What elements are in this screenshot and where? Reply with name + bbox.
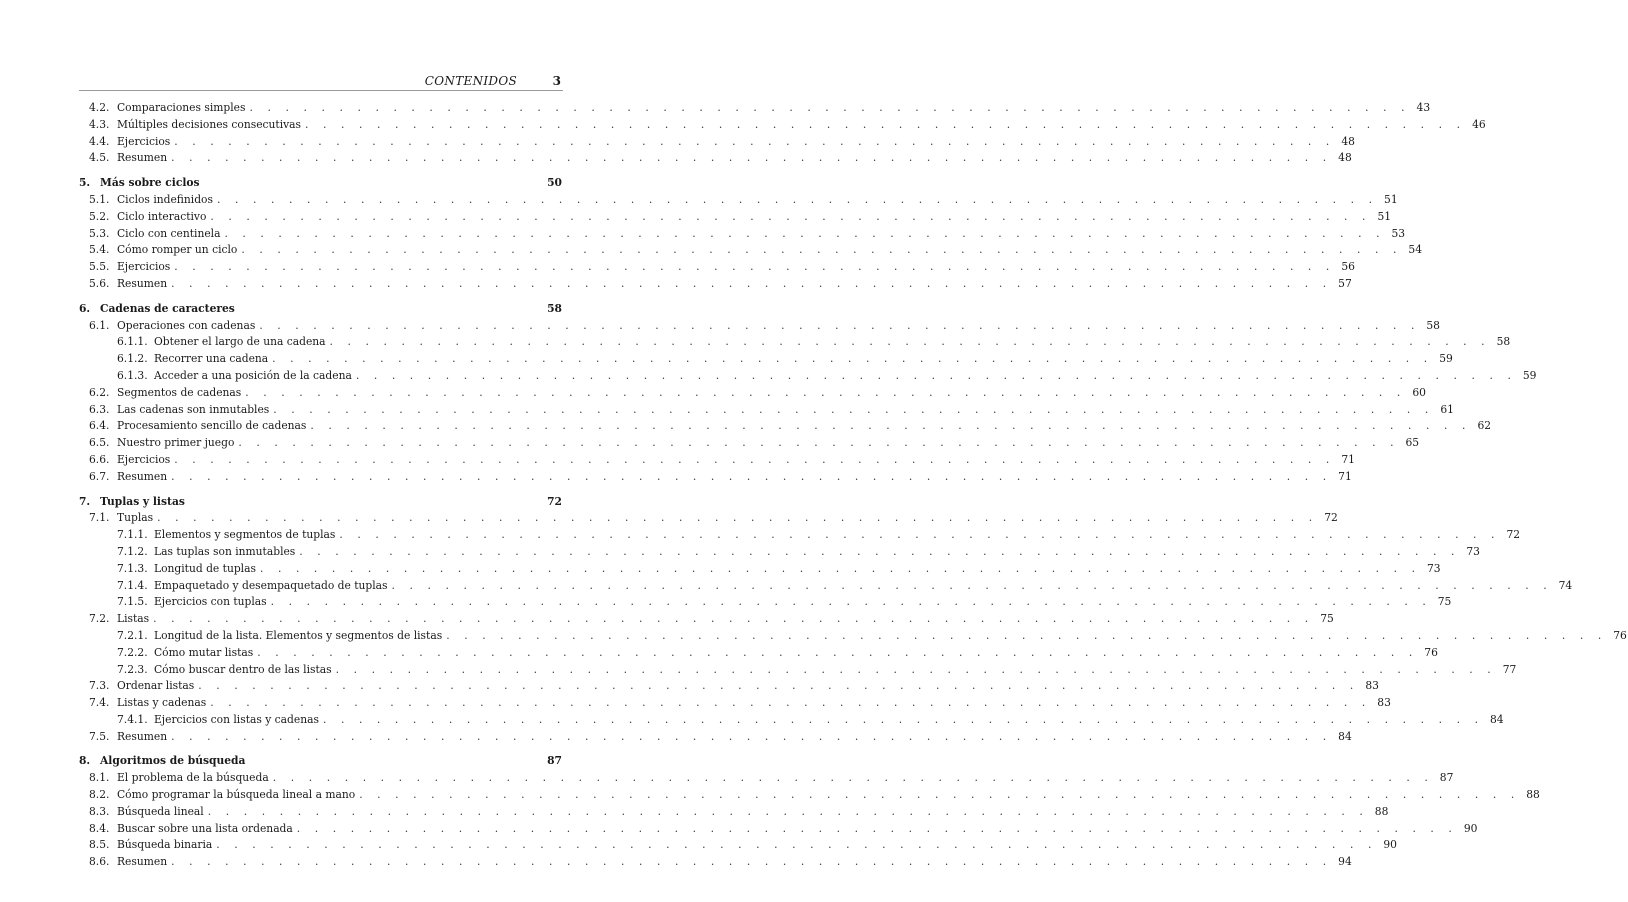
- toc-entry-title: El problema de la búsqueda: [117, 771, 269, 785]
- toc-entry-title: Ordenar listas: [117, 679, 195, 693]
- toc-entry-page: 83: [1365, 679, 1379, 693]
- toc-entry-title: Recorrer una cadena: [154, 352, 269, 366]
- toc-dot-leader: . . . . . . . . . . . . . . . . . . . . . . . . . . . . . . . . . . . . . . . . . . . . . . . . . . . . . . . . . . . . . . . . .: [329, 335, 1491, 349]
- toc-entry-number: 4.4.: [89, 134, 110, 148]
- toc-dot-leader: . . . . . . . . . . . . . . . . . . . . . . . . . . . . . . . . . . . . . . . . . . . . . . . . . . . . . . . . . . . . . . . . .: [153, 612, 1314, 626]
- toc-dot-leader: . . . . . . . . . . . . . . . . . . . . . . . . . . . . . . . . . . . . . . . . . . . . . . . . . . . . . . . . . . . . . . . . .: [174, 452, 1335, 466]
- toc-entry-title: Resumen: [117, 469, 168, 483]
- toc-subsection-entry[interactable]: [79, 594, 1452, 611]
- toc-entry-page: 75: [1320, 612, 1334, 626]
- toc-subsection-entry[interactable]: [79, 645, 1438, 662]
- toc-spacer: [79, 745, 563, 753]
- toc-entry-page: 51: [1384, 192, 1398, 206]
- toc-dot-leader: . . . . . . . . . . . . . . . . . . . . . . . . . . . . . . . . . . . . . . . . . . . . . . . . . . . . . . . . . . . . . . . . .: [272, 352, 1433, 366]
- toc-entry-page: 71: [1341, 452, 1355, 466]
- toc-section-entry[interactable]: [79, 100, 1431, 117]
- toc-entry-page: 56: [1341, 260, 1355, 274]
- toc-entry-number: 5.4.: [89, 243, 110, 257]
- toc-dot-leader: . . . . . . . . . . . . . . . . . . . . . . . . . . . . . . . . . . . . . . . . . . . . . . . . . . . . . . . . . . . . . . . . .: [446, 628, 1607, 642]
- toc-entry-page: 58: [547, 301, 562, 315]
- toc-entry-number: 4.2.: [89, 101, 110, 114]
- table-of-contents: [79, 100, 1627, 871]
- toc-entry-title: Ejercicios: [117, 134, 171, 148]
- toc-subsection-entry[interactable]: [79, 628, 1627, 645]
- toc-dot-leader: . . . . . . . . . . . . . . . . . . . . . . . . . . . . . . . . . . . . . . . . . . . . . . . . . . . . . . . . . . . . . . . . .: [198, 679, 1359, 693]
- toc-dot-leader: . . . . . . . . . . . . . . . . . . . . . . . . . . . . . . . . . . . . . . . . . . . . . . . . . . . . . . . . . . . . . . . . .: [299, 544, 1460, 558]
- toc-entry-number: 8.1.: [89, 771, 110, 785]
- toc-entry-number: 7.1.4.: [117, 578, 148, 592]
- toc-entry-number: 5.2.: [89, 209, 110, 223]
- toc-entry-number: 7.1.5.: [117, 595, 148, 609]
- toc-entry-title: Elementos y segmentos de tuplas: [154, 528, 336, 542]
- toc-subsection-entry[interactable]: [79, 712, 1504, 729]
- toc-section-entry[interactable]: [79, 192, 1398, 209]
- toc-entry-title: Cómo mutar listas: [154, 645, 254, 659]
- toc-dot-leader: . . . . . . . . . . . . . . . . . . . . . . . . . . . . . . . . . . . . . . . . . . . . . . . . . . . . . . . . . . . . . . . . .: [322, 712, 1484, 726]
- toc-dot-leader: . . . . . . . . . . . . . . . . . . . . . . . . . . . . . . . . . . . . . . . . . . . . . . . . . . . . . . . . . . . . . . . . .: [210, 209, 1372, 223]
- toc-dot-leader: . . . . . . . . . . . . . . . . . . . . . . . . . . . . . . . . . . . . . . . . . . . . . . . . . . . . . . . . . . . . . . . . .: [216, 838, 1377, 852]
- toc-entry-number: 8.3.: [89, 804, 110, 818]
- toc-dot-leader: . . . . . . . . . . . . . . . . . . . . . . . . . . . . . . . . . . . . . . . . . . . . . . . . . . . . . . . . . . . . . . . . .: [157, 511, 1318, 525]
- toc-chapter-entry[interactable]: [79, 301, 563, 318]
- toc-entry-page: 72: [1506, 528, 1521, 542]
- toc-dot-leader: . . . . . . . . . . . . . . . . . . . . . . . . . . . . . . . . . . . . . . . . . . . . . . . . . . . . . . . . . . . . . . . . .: [391, 578, 1553, 592]
- toc-entry-title: Cadenas de caracteres: [100, 301, 235, 315]
- toc-section-entry[interactable]: [79, 837, 1397, 854]
- toc-spacer: [79, 167, 563, 175]
- toc-entry-title: Operaciones con cadenas: [117, 318, 256, 332]
- toc-chapter-entry[interactable]: [79, 175, 563, 192]
- toc-entry-title: Cómo buscar dentro de las listas: [154, 662, 332, 676]
- toc-entry-title: Resumen: [117, 276, 168, 290]
- toc-entry-number: 7.2.1.: [117, 628, 148, 642]
- toc-section-entry[interactable]: [79, 435, 1420, 452]
- toc-section-entry[interactable]: [79, 134, 1355, 151]
- toc-entry-title: Resumen: [117, 151, 168, 165]
- toc-dot-leader: . . . . . . . . . . . . . . . . . . . . . . . . . . . . . . . . . . . . . . . . . . . . . . . . . . . . . . . . . . . . . . . . .: [272, 771, 1434, 785]
- toc-entry-page: 57: [1338, 276, 1352, 290]
- toc-subsection-entry[interactable]: [79, 561, 1441, 578]
- toc-entry-number: 5.1.: [89, 192, 110, 206]
- toc-entry-page: 60: [1412, 385, 1426, 399]
- toc-entry-number: 7.1.1.: [117, 528, 148, 542]
- toc-entry-page: 58: [1496, 335, 1511, 349]
- toc-section-entry[interactable]: [79, 385, 1426, 402]
- toc-entry-page: 50: [547, 176, 562, 190]
- toc-dot-leader: . . . . . . . . . . . . . . . . . . . . . . . . . . . . . . . . . . . . . . . . . . . . . . . . . . . . . . . . . . . . . . . . .: [296, 821, 1458, 835]
- toc-section-entry[interactable]: [79, 117, 1486, 134]
- toc-entry-number: 6.2.: [89, 385, 110, 399]
- toc-subsection-entry[interactable]: [79, 334, 1511, 351]
- toc-entry-page: 53: [1391, 226, 1406, 240]
- toc-entry-number: 7.2.: [89, 612, 110, 626]
- header-title: CONTENIDOS: [424, 74, 517, 88]
- toc-section-entry[interactable]: [79, 469, 1352, 486]
- toc-entry-page: 72: [1324, 511, 1338, 525]
- toc-entry-title: Resumen: [117, 855, 168, 869]
- toc-entry-number: 6.1.2.: [117, 352, 148, 366]
- toc-entry-title: Segmentos de cadenas: [117, 385, 242, 399]
- toc-entry-number: 5.: [79, 176, 91, 190]
- toc-entry-title: Ciclo con centinela: [117, 226, 221, 240]
- toc-entry-title: Ejercicios con tuplas: [154, 595, 267, 609]
- toc-entry-page: 87: [1439, 771, 1454, 785]
- toc-entry-number: 8.2.: [89, 788, 110, 802]
- toc-entry-title: Ejercicios: [117, 452, 171, 466]
- toc-entry-title: Acceder a una posición de la cadena: [154, 368, 352, 382]
- toc-dot-leader: . . . . . . . . . . . . . . . . . . . . . . . . . . . . . . . . . . . . . . . . . . . . . . . . . . . . . . . . . . . . . . . . .: [270, 595, 1432, 609]
- toc-entry-title: Búsqueda binaria: [117, 838, 213, 852]
- toc-entry-number: 7.2.2.: [117, 645, 148, 659]
- toc-section-entry[interactable]: [79, 276, 1352, 293]
- toc-subsection-entry[interactable]: [79, 368, 1537, 385]
- toc-dot-leader: . . . . . . . . . . . . . . . . . . . . . . . . . . . . . . . . . . . . . . . . . . . . . . . . . . . . . . . . . . . . . . . . .: [273, 402, 1434, 416]
- toc-entry-number: 7.1.: [89, 511, 110, 525]
- toc-dot-leader: . . . . . . . . . . . . . . . . . . . . . . . . . . . . . . . . . . . . . . . . . . . . . . . . . . . . . . . . . . . . . . . . .: [171, 151, 1332, 165]
- toc-entry-page: 65: [1405, 436, 1420, 450]
- toc-section-entry[interactable]: [79, 695, 1391, 712]
- toc-entry-title: Buscar sobre una lista ordenada: [117, 821, 293, 835]
- toc-entry-title: Las cadenas son inmutables: [117, 402, 270, 416]
- toc-dot-leader: . . . . . . . . . . . . . . . . . . . . . . . . . . . . . . . . . . . . . . . . . . . . . . . . . . . . . . . . . . . . . . . . .: [171, 855, 1332, 869]
- toc-entry-title: Procesamiento sencillo de cadenas: [117, 419, 307, 433]
- toc-entry-number: 6.5.: [89, 436, 110, 450]
- toc-entry-number: 8.6.: [89, 855, 110, 869]
- toc-spacer: [79, 293, 563, 301]
- toc-section-entry[interactable]: [79, 804, 1389, 821]
- toc-section-entry[interactable]: [79, 209, 1392, 226]
- toc-subsection-entry[interactable]: [79, 578, 1573, 595]
- toc-entry-page: 87: [547, 754, 562, 768]
- toc-subsection-entry[interactable]: [79, 527, 1521, 544]
- toc-entry-title: Las tuplas son inmutables: [154, 544, 296, 558]
- toc-entry-number: 6.1.3.: [117, 368, 148, 382]
- toc-section-entry[interactable]: [79, 452, 1355, 469]
- toc-entry-number: 7.4.: [89, 696, 110, 710]
- toc-entry-page: 72: [547, 494, 562, 508]
- toc-entry-page: 51: [1377, 209, 1392, 223]
- toc-entry-number: 4.5.: [89, 151, 110, 165]
- toc-entry-title: Ciclos indefinidos: [117, 192, 213, 206]
- toc-entry-number: 6.6.: [89, 452, 110, 466]
- toc-entry-page: 94: [1338, 855, 1352, 869]
- toc-entry-number: 7.1.2.: [117, 544, 148, 558]
- toc-entry-title: Cómo romper un ciclo: [117, 243, 238, 257]
- toc-section-entry[interactable]: [79, 259, 1355, 276]
- toc-entry-page: 90: [1463, 821, 1478, 835]
- toc-section-entry[interactable]: [79, 418, 1492, 435]
- toc-entry-page: 54: [1408, 243, 1422, 257]
- toc-subsection-entry[interactable]: [79, 351, 1453, 368]
- toc-entry-title: Longitud de la lista. Elementos y segmentos de listas: [154, 628, 443, 642]
- toc-entry-page: 61: [1440, 402, 1454, 416]
- toc-section-entry[interactable]: [79, 854, 1352, 871]
- toc-subsection-entry[interactable]: [79, 662, 1517, 679]
- toc-entry-number: 6.3.: [89, 402, 110, 416]
- toc-entry-page: 62: [1477, 419, 1492, 433]
- toc-entry-page: 58: [1426, 318, 1440, 332]
- toc-section-entry[interactable]: [79, 787, 1540, 804]
- toc-section-entry[interactable]: [79, 242, 1422, 259]
- toc-entry-page: 59: [1439, 352, 1453, 366]
- toc-dot-leader: . . . . . . . . . . . . . . . . . . . . . . . . . . . . . . . . . . . . . . . . . . . . . . . . . . . . . . . . . . . . . . . . .: [207, 804, 1369, 818]
- toc-entry-page: 71: [1338, 469, 1352, 483]
- toc-entry-title: Ejercicios: [117, 260, 171, 274]
- toc-dot-leader: . . . . . . . . . . . . . . . . . . . . . . . . . . . . . . . . . . . . . . . . . . . . . . . . . . . . . . . . . . . . . . . . .: [305, 117, 1466, 131]
- toc-entry-title: Listas y cadenas: [117, 696, 207, 710]
- toc-entry-title: Tuplas y listas: [100, 494, 185, 508]
- toc-entry-title: Más sobre ciclos: [100, 176, 200, 190]
- toc-spacer: [79, 486, 563, 494]
- toc-entry-number: 7.: [79, 494, 91, 508]
- toc-entry-number: 7.5.: [89, 729, 110, 743]
- toc-entry-page: 74: [1558, 578, 1573, 592]
- toc-entry-number: 7.3.: [89, 679, 110, 693]
- toc-entry-number: 6.: [79, 301, 91, 315]
- toc-entry-page: 88: [1526, 788, 1540, 802]
- toc-entry-page: 77: [1502, 662, 1517, 676]
- toc-entry-number: 7.1.3.: [117, 561, 148, 575]
- toc-subsection-entry[interactable]: [79, 544, 1480, 561]
- toc-entry-page: 59: [1522, 368, 1537, 382]
- toc-entry-page: 73: [1466, 544, 1480, 558]
- toc-entry-page: 83: [1377, 696, 1391, 710]
- toc-dot-leader: . . . . . . . . . . . . . . . . . . . . . . . . . . . . . . . . . . . . . . . . . . . . . . . . . . . . . . . . . . . . . . . . .: [171, 729, 1332, 743]
- toc-entry-number: 6.1.1.: [117, 335, 148, 349]
- toc-dot-leader: . . . . . . . . . . . . . . . . . . . . . . . . . . . . . . . . . . . . . . . . . . . . . . . . . . . . . . . . . . . . . . . . .: [310, 419, 1472, 433]
- toc-entry-page: 43: [1416, 101, 1431, 114]
- toc-entry-number: 6.4.: [89, 419, 110, 433]
- toc-dot-leader: . . . . . . . . . . . . . . . . . . . . . . . . . . . . . . . . . . . . . . . . . . . . . . . . . . . . . . . . . . . . . . . . .: [335, 662, 1497, 676]
- toc-entry-title: Algoritmos de búsqueda: [100, 754, 246, 768]
- toc-dot-leader: . . . . . . . . . . . . . . . . . . . . . . . . . . . . . . . . . . . . . . . . . . . . . . . . . . . . . . . . . . . . . . . . .: [174, 260, 1335, 274]
- toc-entry-title: Nuestro primer juego: [117, 436, 235, 450]
- toc-entry-page: 48: [1341, 134, 1355, 148]
- toc-section-entry[interactable]: [79, 510, 1338, 527]
- toc-dot-leader: . . . . . . . . . . . . . . . . . . . . . . . . . . . . . . . . . . . . . . . . . . . . . . . . . . . . . . . . . . . . . . . . .: [224, 226, 1386, 240]
- toc-section-entry[interactable]: [79, 318, 1440, 335]
- toc-entry-title: Múltiples decisiones consecutivas: [117, 117, 302, 131]
- toc-chapter-entry[interactable]: [79, 753, 563, 770]
- toc-entry-page: 46: [1472, 117, 1486, 131]
- toc-section-entry[interactable]: [79, 402, 1454, 419]
- toc-entry-title: Ejercicios con listas y cadenas: [154, 712, 319, 726]
- toc-entry-number: 7.4.1.: [117, 712, 148, 726]
- toc-entry-title: Listas: [117, 612, 150, 626]
- toc-entry-number: 5.3.: [89, 226, 110, 240]
- header-page-number: 3: [552, 74, 561, 88]
- toc-entry-title: Empaquetado y desempaquetado de tuplas: [154, 578, 388, 592]
- toc-chapter-entry[interactable]: [79, 494, 563, 511]
- toc-entry-page: 84: [1490, 712, 1504, 726]
- toc-section-entry[interactable]: [79, 150, 1352, 167]
- toc-entry-page: 88: [1374, 804, 1389, 818]
- toc-section-entry[interactable]: [79, 611, 1334, 628]
- running-header: [79, 74, 563, 91]
- toc-entry-page: 84: [1338, 729, 1352, 743]
- toc-dot-leader: . . . . . . . . . . . . . . . . . . . . . . . . . . . . . . . . . . . . . . . . . . . . . . . . . . . . . . . . . . . . . . . . .: [171, 276, 1332, 290]
- toc-entry-number: 6.1.: [89, 318, 110, 332]
- toc-dot-leader: . . . . . . . . . . . . . . . . . . . . . . . . . . . . . . . . . . . . . . . . . . . . . . . . . . . . . . . . . . . . . . . . .: [339, 528, 1501, 542]
- toc-dot-leader: . . . . . . . . . . . . . . . . . . . . . . . . . . . . . . . . . . . . . . . . . . . . . . . . . . . . . . . . . . . . . . . . .: [238, 436, 1400, 450]
- toc-section-entry[interactable]: [79, 226, 1406, 243]
- toc-dot-leader: . . . . . . . . . . . . . . . . . . . . . . . . . . . . . . . . . . . . . . . . . . . . . . . . . . . . . . . . . . . . . . . . .: [359, 788, 1520, 802]
- toc-dot-leader: . . . . . . . . . . . . . . . . . . . . . . . . . . . . . . . . . . . . . . . . . . . . . . . . . . . . . . . . . . . . . . . . .: [249, 101, 1411, 114]
- toc-entry-page: 73: [1427, 561, 1441, 575]
- toc-dot-leader: . . . . . . . . . . . . . . . . . . . . . . . . . . . . . . . . . . . . . . . . . . . . . . . . . . . . . . . . . . . . . . . . .: [259, 318, 1420, 332]
- toc-entry-title: Cómo programar la búsqueda lineal a mano: [117, 788, 356, 802]
- toc-section-entry[interactable]: [79, 821, 1478, 838]
- toc-entry-page: 48: [1338, 151, 1352, 165]
- toc-section-entry[interactable]: [79, 770, 1454, 787]
- toc-entry-title: Resumen: [117, 729, 168, 743]
- toc-entry-page: 90: [1383, 838, 1397, 852]
- toc-entry-title: Búsqueda lineal: [117, 804, 204, 818]
- toc-entry-page: 76: [1424, 645, 1438, 659]
- toc-entry-page: 75: [1437, 595, 1452, 609]
- toc-entry-title: Obtener el largo de una cadena: [154, 335, 326, 349]
- toc-entry-title: Longitud de tuplas: [154, 561, 256, 575]
- toc-dot-leader: . . . . . . . . . . . . . . . . . . . . . . . . . . . . . . . . . . . . . . . . . . . . . . . . . . . . . . . . . . . . . . . . .: [210, 696, 1371, 710]
- toc-section-entry[interactable]: [79, 678, 1379, 695]
- toc-entry-title: Ciclo interactivo: [117, 209, 207, 223]
- toc-dot-leader: . . . . . . . . . . . . . . . . . . . . . . . . . . . . . . . . . . . . . . . . . . . . . . . . . . . . . . . . . . . . . . . . .: [216, 192, 1378, 206]
- toc-dot-leader: . . . . . . . . . . . . . . . . . . . . . . . . . . . . . . . . . . . . . . . . . . . . . . . . . . . . . . . . . . . . . . . . .: [257, 645, 1418, 659]
- toc-entry-number: 8.5.: [89, 838, 110, 852]
- toc-section-entry[interactable]: [79, 729, 1352, 746]
- toc-entry-number: 8.: [79, 754, 91, 768]
- toc-entry-page: 76: [1613, 628, 1627, 642]
- toc-entry-number: 8.4.: [89, 821, 110, 835]
- toc-dot-leader: . . . . . . . . . . . . . . . . . . . . . . . . . . . . . . . . . . . . . . . . . . . . . . . . . . . . . . . . . . . . . . . . .: [171, 469, 1332, 483]
- toc-entry-number: 6.7.: [89, 469, 110, 483]
- toc-entry-number: 5.5.: [89, 260, 110, 274]
- toc-dot-leader: . . . . . . . . . . . . . . . . . . . . . . . . . . . . . . . . . . . . . . . . . . . . . . . . . . . . . . . . . . . . . . . . .: [355, 368, 1517, 382]
- toc-dot-leader: . . . . . . . . . . . . . . . . . . . . . . . . . . . . . . . . . . . . . . . . . . . . . . . . . . . . . . . . . . . . . . . . .: [241, 243, 1402, 257]
- toc-dot-leader: . . . . . . . . . . . . . . . . . . . . . . . . . . . . . . . . . . . . . . . . . . . . . . . . . . . . . . . . . . . . . . . . .: [174, 134, 1335, 148]
- toc-dot-leader: . . . . . . . . . . . . . . . . . . . . . . . . . . . . . . . . . . . . . . . . . . . . . . . . . . . . . . . . . . . . . . . . .: [245, 385, 1406, 399]
- toc-dot-leader: . . . . . . . . . . . . . . . . . . . . . . . . . . . . . . . . . . . . . . . . . . . . . . . . . . . . . . . . . . . . . . . . .: [259, 561, 1421, 575]
- toc-entry-number: 7.2.3.: [117, 662, 148, 676]
- toc-entry-title: Comparaciones simples: [117, 101, 246, 114]
- toc-entry-title: Tuplas: [117, 511, 154, 525]
- toc-entry-number: 5.6.: [89, 276, 110, 290]
- toc-entry-number: 4.3.: [89, 117, 110, 131]
